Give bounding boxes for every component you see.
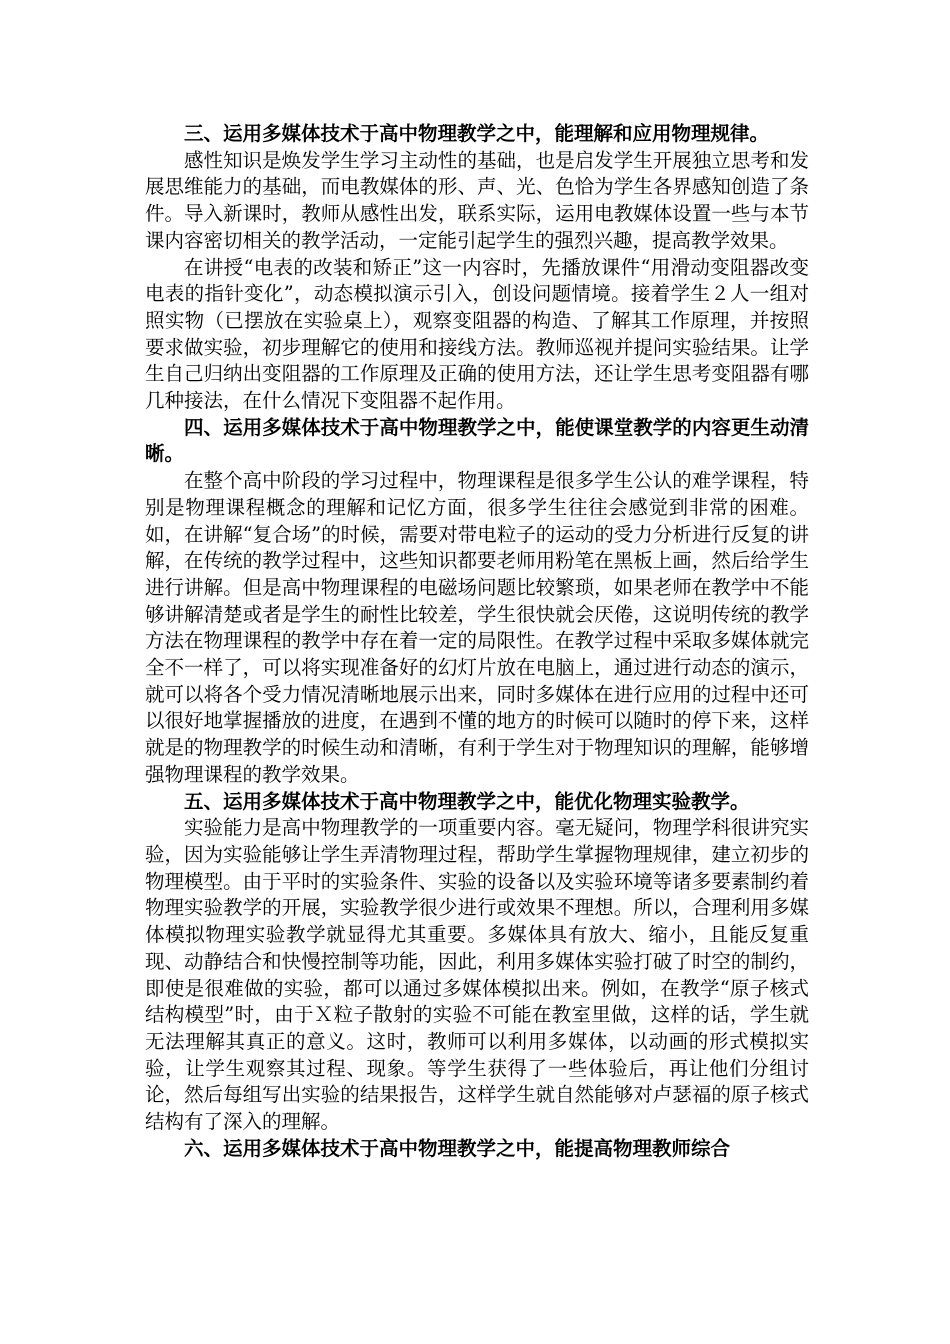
section-heading-5: 五、运用多媒体技术于高中物理教学之中，能优化物理实验教学。: [184, 789, 750, 813]
section-heading-6: 六、运用多媒体技术于高中物理教学之中，能提高物理教师综合: [184, 1136, 731, 1160]
section-3-paragraph-2: 在讲授“电表的改装和矫正”这一内容时，先播放课件“用滑动变阻器改变电表的指针变化”，动态模拟演示引入，创设问题情境。接着学生２人一组对照实物（已摆放在实验桌上），观察变阻器的构造、了解其工作原理，并按照要求做实验，初步理解它的使用和接线方法。教师巡视并提问实验结果。让学生自己归纳出变阻器的工作原理及正确的使用方法，还让学生思考变阻器有哪几种接法，在什么情况下变阻器不起作用。: [145, 255, 809, 413]
section-heading-3: 三、运用多媒体技术于高中物理教学之中，能理解和应用物理规律。: [184, 122, 770, 145]
section-5-paragraph-1: 实验能力是高中物理教学的一项重要内容。毫无疑问，物理学科很讲究实验，因为实验能够让学生弄清物理过程，帮助学生掌握物理规律，建立初步的物理模型。由于平时的实验条件、实验的设备以及实验环境等诸多要素制约着物理实验教学的开展，实验教学很少进行或效果不理想。所以，合理利用多媒体模拟物理实验教学就显得尤其重要。多媒体具有放大、缩小，且能反复重现、动静结合和快慢控制等功能，因此，利用多媒体实验打破了时空的制约，即使是很难做的实验，都可以通过多媒体模拟出来。例如，在教学“原子核式结构模型”时，由于Ｘ粒子散射的实验不可能在教室里做，这样的话，学生就无法理解其真正的意义。这时，教师可以利用多媒体，以动画的形式模拟实验，让学生观察其过程、现象。等学生获得了一些体验后，再让他们分组讨论，然后每组写出实验的结果报告，这样学生就自然能够对卢瑟福的原子核式结构有了深入的理解。: [145, 816, 809, 1134]
section-heading-4: 四、运用多媒体技术于高中物理教学之中，能使课堂教学的内容更生动清晰。: [145, 415, 809, 466]
section-3-paragraph-1: 感性知识是焕发学生学习主动性的基础，也是启发学生开展独立思考和发展思维能力的基础，而电教媒体的形、声、光、色恰为学生各界感知创造了条件。导入新课时，教师从感性出发，联系实际，运用电教媒体设置一些与本节课内容密切相关的教学活动，一定能引起学生的强烈兴趣，提高教学效果。: [145, 148, 809, 252]
section-4-paragraph-1: 在整个高中阶段的学习过程中，物理课程是很多学生公认的难学课程，特别是物理课程概念的理解和记忆方面，很多学生往往会感觉到非常的困难。如，在讲解“复合场”的时候，需要对带电粒子的运动的受力分析进行反复的讲解，在传统的教学过程中，这些知识都要老师用粉笔在黑板上画，然后给学生进行讲解。但是高中物理课程的电磁场问题比较繁琐，如果老师在教学中不能够讲解清楚或者是学生的耐性比较差，学生很快就会厌倦，这说明传统的教学方法在物理课程的教学中存在着一定的局限性。在教学过程中采取多媒体就完全不一样了，可以将实现准备好的幻灯片放在电脑上，通过进行动态的演示，就可以将各个受力情况清晰地展示出来，同时多媒体在进行应用的过程中还可以很好地掌握播放的进度，在遇到不懂的地方的时候可以随时的停下来，这样就是的物理教学的时候生动和清晰，有利于学生对于物理知识的理解，能够增强物理课程的教学效果。: [145, 469, 809, 786]
document-page: [145, 121, 809, 1162]
